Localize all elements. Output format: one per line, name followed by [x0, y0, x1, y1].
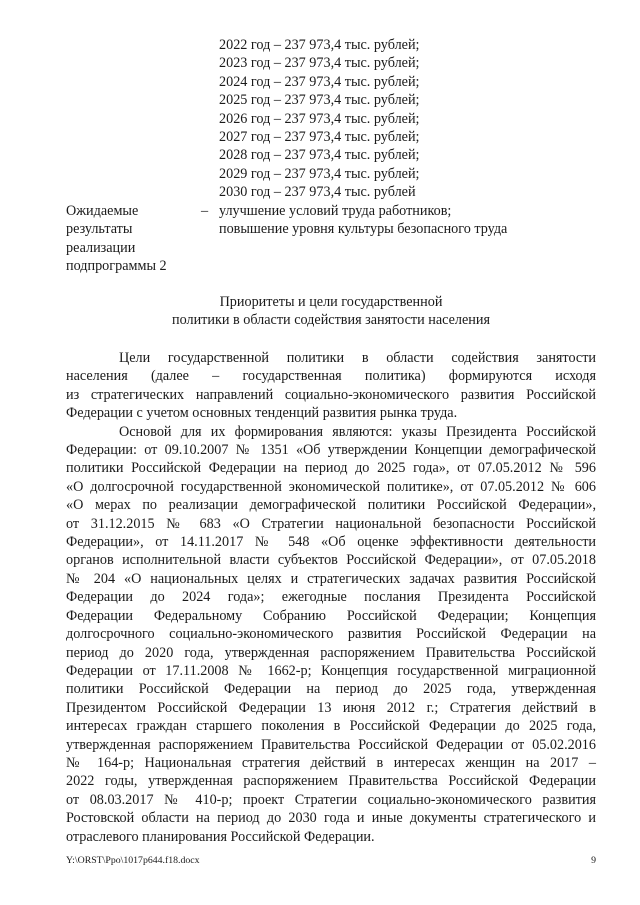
text-line: № 164-р; Национальная стратегия действий в интересах женщин на 2017 – [66, 754, 596, 771]
label-line: результаты [66, 221, 133, 238]
text-line: органов исполнительной власти субъектов Российской Федерации», от 07.05.2018 [66, 552, 596, 569]
funding-by-year-list [219, 36, 519, 202]
text-line: из стратегических направлений социально-экономического развития Российской [66, 386, 596, 403]
text-line: от 31.12.2015 № 683 «О Стратегии национальной безопасности Российской [66, 515, 596, 532]
text-line: отраслевого планирования Российской Федерации. [66, 828, 375, 845]
funding-year-line: 2027 год – 237 973,4 тыс. рублей; [219, 128, 420, 145]
funding-year-line: 2025 год – 237 973,4 тыс. рублей; [219, 92, 420, 109]
funding-year-line: 2022 год – 237 973,4 тыс. рублей; [219, 37, 420, 53]
expected-results-label [66, 202, 196, 276]
funding-year-line: 2030 год – 237 973,4 тыс. рублей [219, 184, 416, 201]
text-line: интересах граждан старшего поколения в Российской Федерации до 2025 года, [66, 718, 596, 735]
text-line: 2022 годы, утвержденная распоряжением Правительства Российской Федерации [66, 773, 596, 790]
text-line: № 204 «О национальных целях и стратегических задачах развития Российской [66, 570, 596, 587]
text-line: политики Российской Федерации на период до 2025 года», от 07.05.2012 № 596 [66, 460, 596, 477]
result-item: улучшение условий труда работников; [219, 203, 452, 219]
funding-year-line: 2026 год – 237 973,4 тыс. рублей; [219, 110, 420, 127]
text-line: Федерации: от 09.10.2007 № 1351 «Об утверждении Концепции демографической [66, 442, 596, 459]
text-line: «О мерах по реализации демографической политики Российской Федерации», [66, 497, 596, 514]
text-line: Федерации», от 14.11.2017 № 548 «Об оценке эффективности деятельности [66, 534, 596, 551]
text-line: от 08.03.2017 № 410-р; проект Стратегии социально-экономического развития [66, 791, 596, 808]
text-line: Ростовской области на период до 2030 года и иные документы стратегического и [66, 810, 596, 827]
text-line: Президентом Российской Федерации 13 июня 2012 г.; Стратегия действий в [66, 699, 596, 716]
text-line: период до 2020 года, утвержденная распоряжением Правительства Российской [66, 644, 596, 661]
text-line: политики Российской Федерации на период до 2025 года, утвержденная [66, 681, 596, 698]
heading-line: Приоритеты и цели государственной [219, 294, 443, 310]
body-text [66, 349, 596, 846]
text-line: населения (далее – государственная политика) формируются исходя [66, 368, 596, 385]
funding-year-line: 2024 год – 237 973,4 тыс. рублей; [219, 73, 420, 90]
paragraph-2 [66, 423, 596, 846]
file-path: Y:\ORST\Ppo\1017p644.f18.docx [66, 855, 200, 866]
funding-year-line: 2023 год – 237 973,4 тыс. рублей; [219, 55, 420, 72]
text-line: Цели государственной политики в области содействия занятости [119, 350, 596, 366]
text-line: Федерации от 17.11.2008 № 1662-р; Концепция государственной миграционной [66, 662, 596, 679]
funding-year-line: 2028 год – 237 973,4 тыс. рублей; [219, 147, 420, 164]
text-line: Федерации с учетом основных тенденций развития рынка труда. [66, 405, 458, 422]
expected-results-items [219, 202, 589, 239]
text-line: утвержденная распоряжением Правительства Российской Федерации от 05.02.2016 [66, 736, 596, 753]
text-line: Основой для их формирования являются: указы Президента Российской [119, 423, 596, 440]
funding-year-line: 2029 год – 237 973,4 тыс. рублей; [219, 165, 420, 182]
text-line: Федерации до 2024 года»; ежегодные послания Президента Российской [66, 589, 596, 606]
label-line: Ожидаемые [66, 203, 139, 219]
text-line: долгосрочного социально-экономического развития Российской Федерации на [66, 626, 596, 643]
text-line: Федерации Федеральному Собранию Российской Федерации; Концепция [66, 607, 596, 624]
section-heading [66, 293, 596, 330]
text-line: «О долгосрочной государственной экономической политике», от 07.05.2012 № 606 [66, 478, 596, 495]
label-line: реализации [66, 239, 136, 256]
result-item: повышение уровня культуры безопасного труда [219, 221, 508, 238]
paragraph-1 [66, 349, 596, 423]
results-dash: – [201, 203, 209, 219]
heading-line: политики в области содействия занятости населения [171, 312, 491, 329]
page-number: 9 [591, 855, 596, 866]
label-line: подпрограммы 2 [66, 258, 167, 275]
